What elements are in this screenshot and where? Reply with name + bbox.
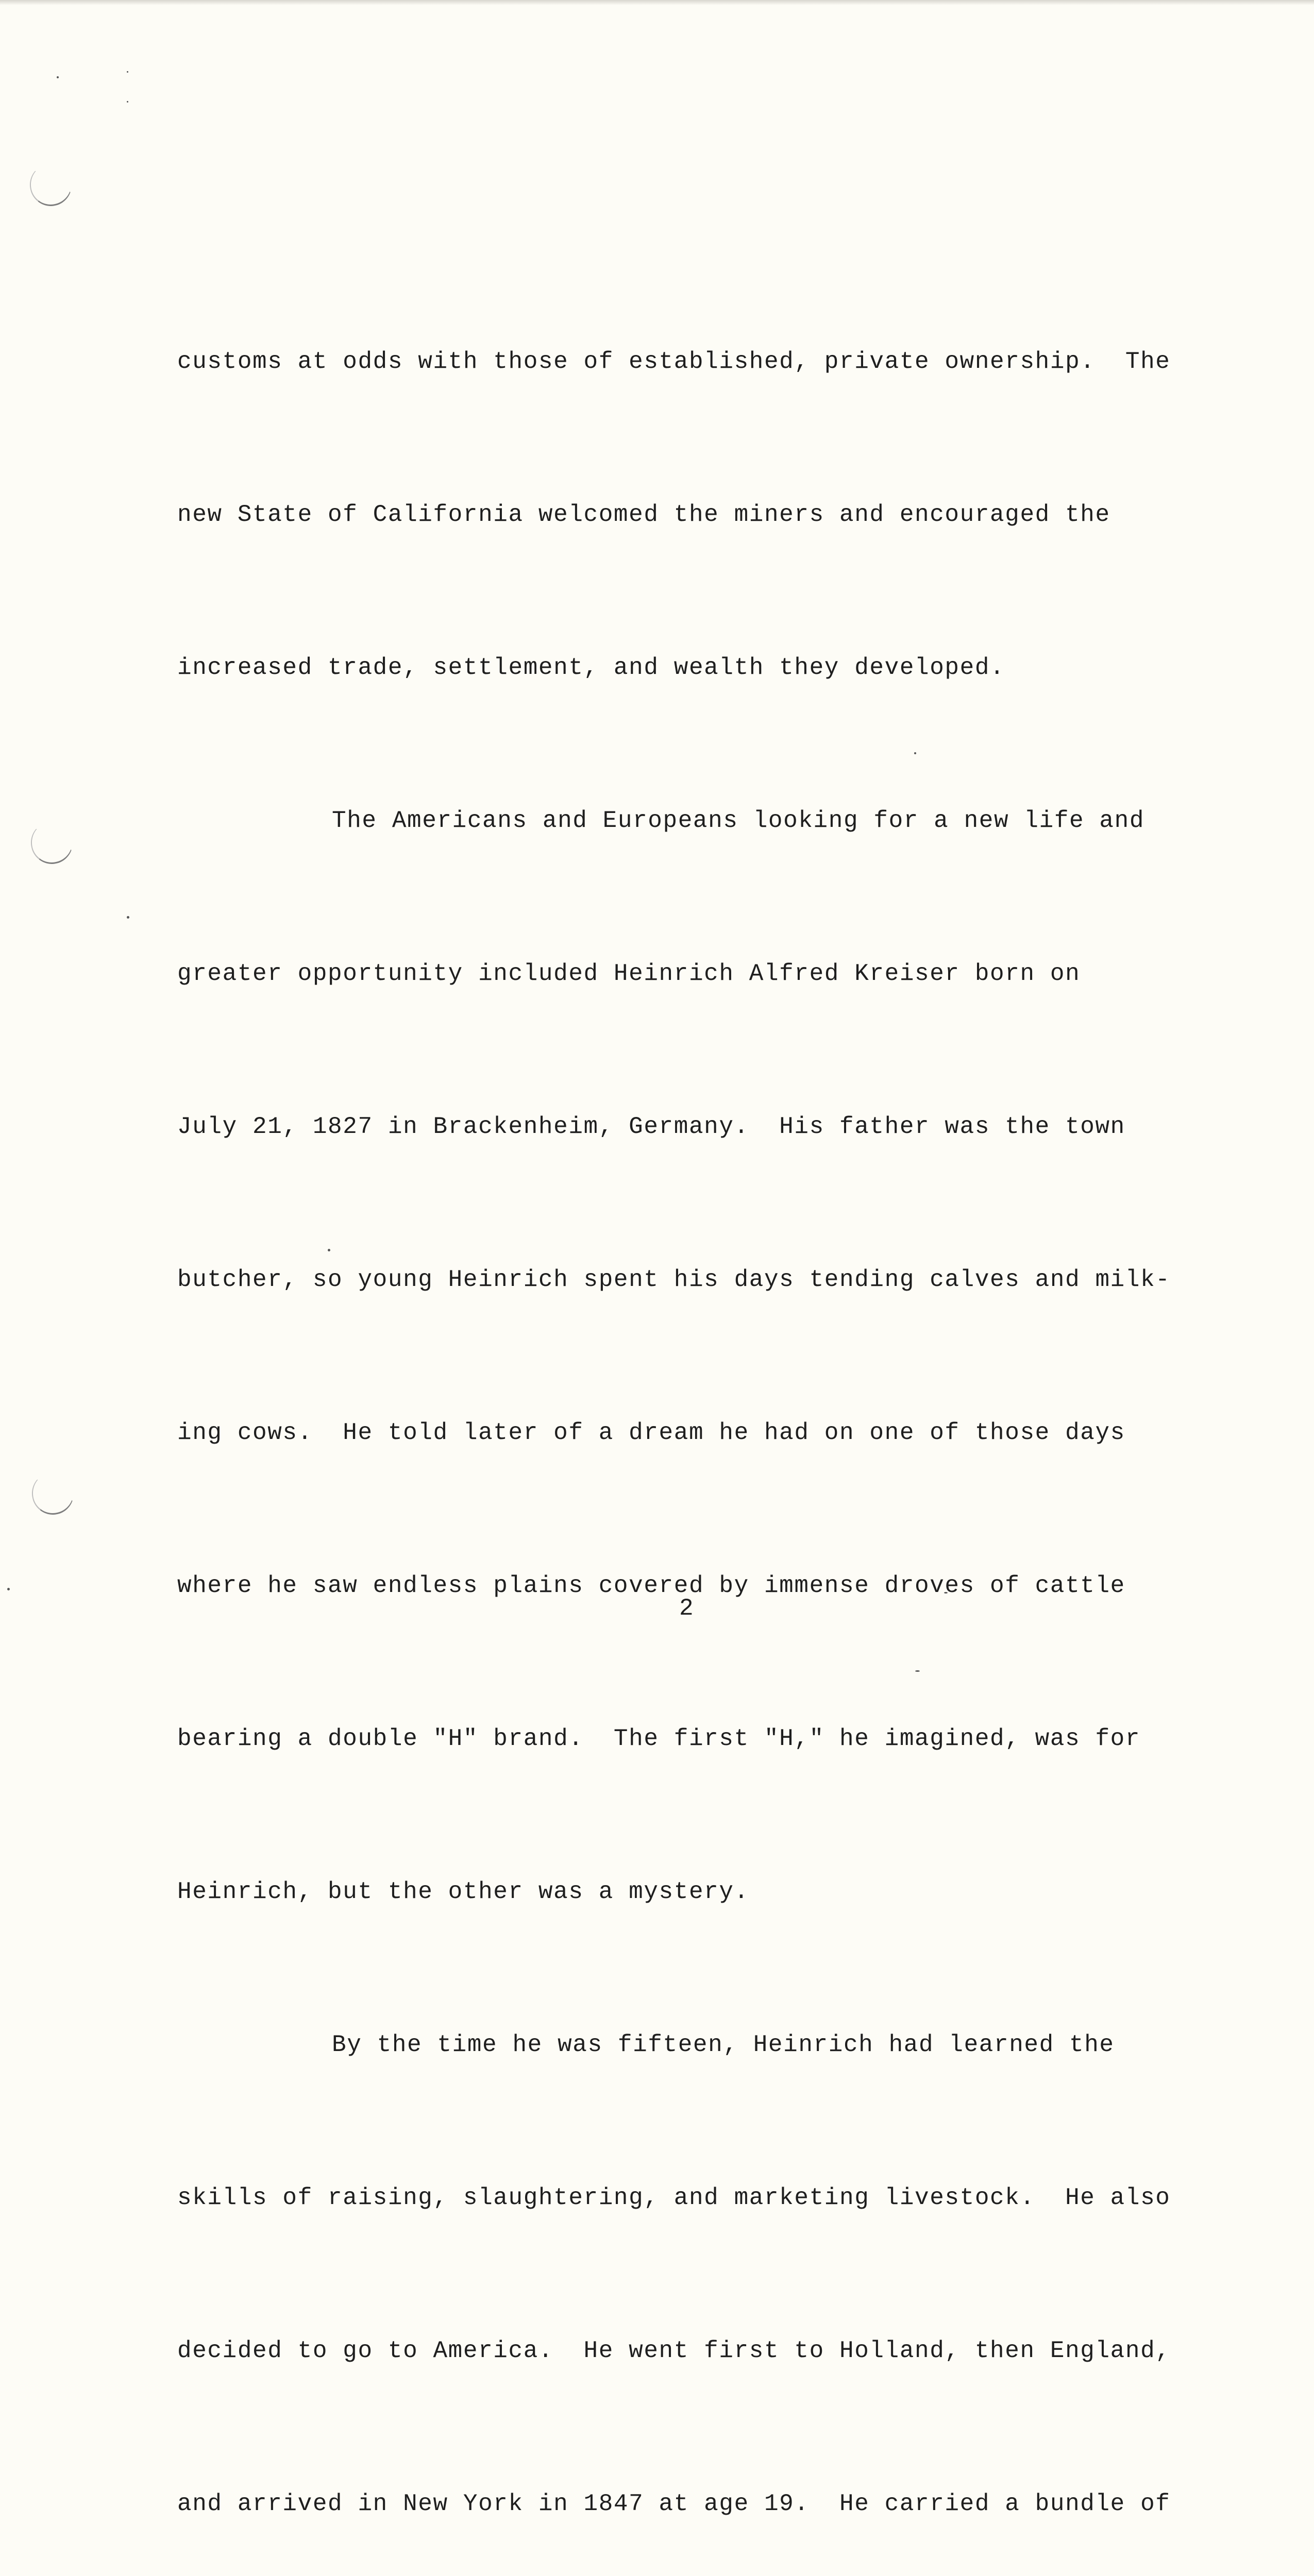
paper-speck <box>7 1588 10 1590</box>
page-number: 2 <box>679 1595 694 1622</box>
text-line-12: By the time he was fifteen, Heinrich had learned the <box>332 2031 1115 2058</box>
text-line-5: greater opportunity included Heinrich Alfred Kreiser born on <box>177 960 1081 987</box>
paper-speck <box>57 76 59 78</box>
text-line-11: Heinrich, but the other was a mystery. <box>177 1878 749 1905</box>
text-line-2: new State of California welcomed the miners and encouraged the <box>177 501 1110 528</box>
text-line-4: The Americans and Europeans looking for a new life and <box>332 807 1145 834</box>
text-line-10: bearing a double "H" brand. The first "H," he imagined, was for <box>177 1725 1141 1752</box>
text-line-15: and arrived in New York in 1847 at age 19. He carried a bundle of <box>177 2490 1171 2517</box>
text-line-7: butcher, so young Heinrich spent his days tending calves and milk- <box>177 1266 1171 1293</box>
text-line-14: decided to go to America. He went first to Holland, then England, <box>177 2337 1171 2364</box>
body-text <box>177 234 1208 2576</box>
paper-speck <box>127 101 128 103</box>
text-line-8: ing cows. He told later of a dream he had on one of those days <box>177 1419 1125 1446</box>
text-line-6: July 21, 1827 in Brackenheim, Germany. His father was the town <box>177 1113 1125 1140</box>
punch-hole-bottom <box>28 1468 77 1518</box>
text-line-13: skills of raising, slaughtering, and marketing livestock. He also <box>177 2184 1171 2211</box>
punch-hole-top <box>26 160 75 210</box>
text-line-9: where he saw endless plains covered by immense droves of cattle <box>177 1572 1125 1599</box>
paper-speck <box>127 71 128 73</box>
page-top-edge <box>0 0 1314 5</box>
text-line-3: increased trade, settlement, and wealth they developed. <box>177 654 1005 681</box>
punch-hole-middle <box>27 818 76 868</box>
text-line-1: customs at odds with those of established, private ownership. The <box>177 348 1171 375</box>
paper-speck <box>127 916 129 919</box>
